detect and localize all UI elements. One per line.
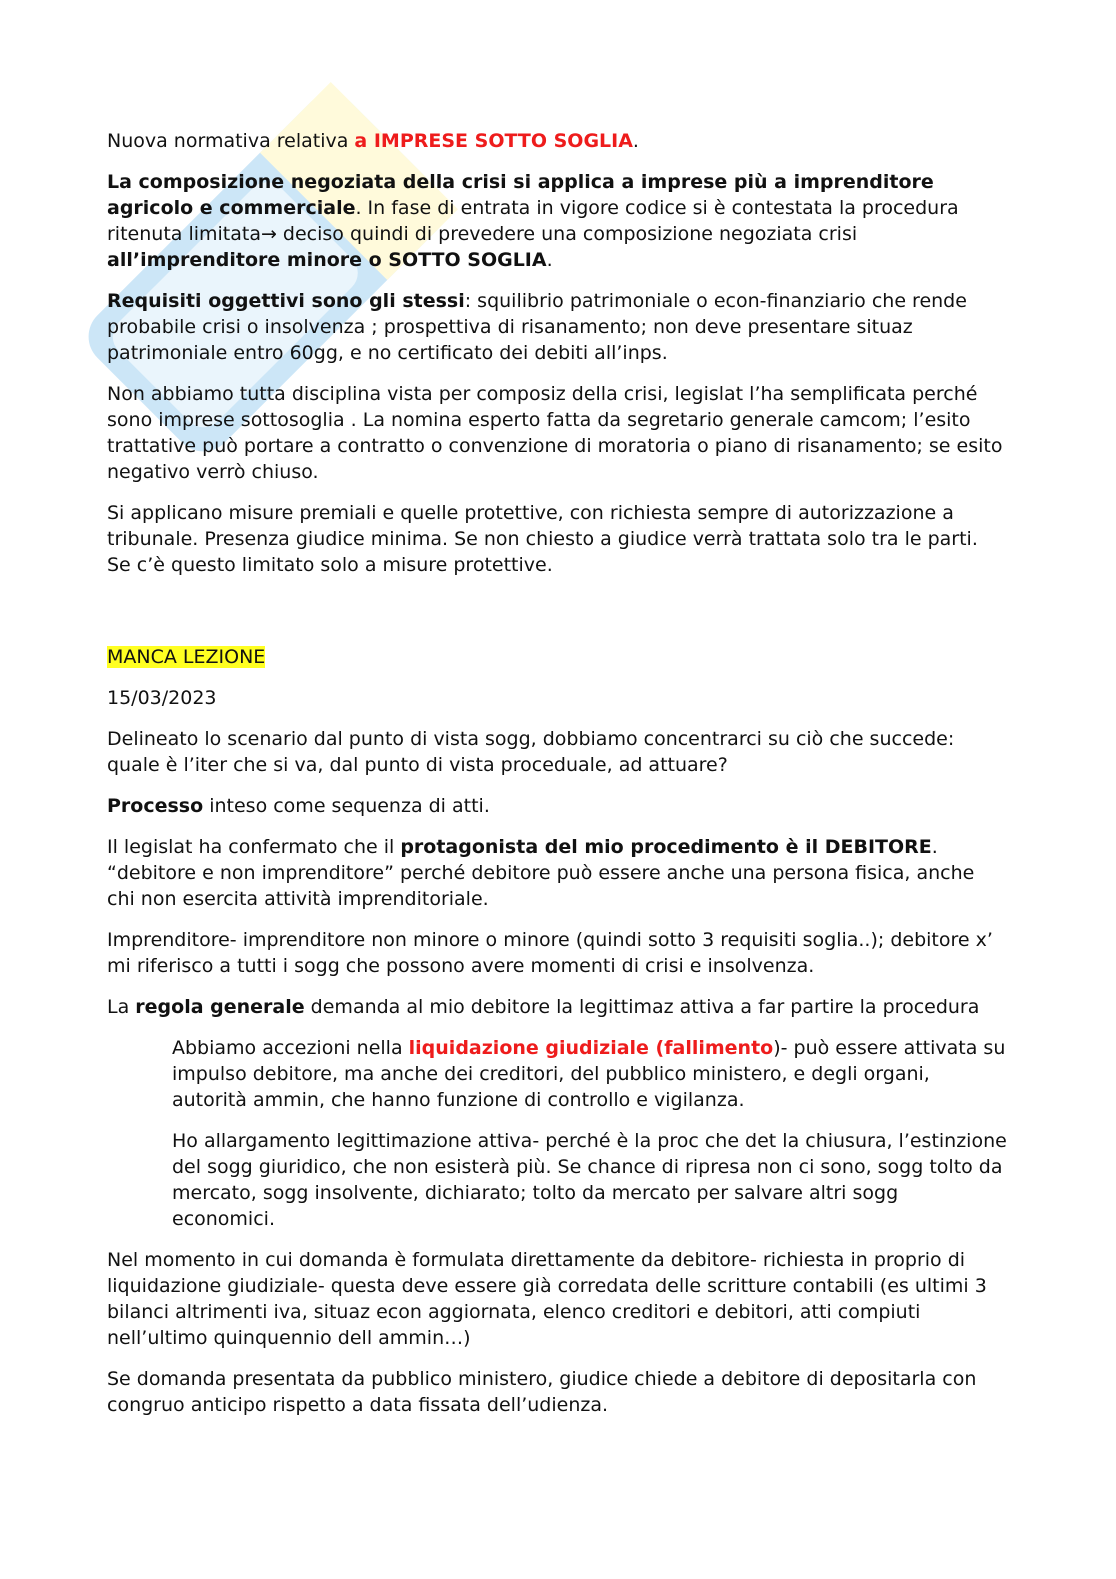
text-run: : squilibrio patrimoniale o econ-finanziario che rende probabile crisi o insolvenza ; prospettiva di risanamento; non deve presentare situaz patrimoniale entro 60gg, e no certificato dei debiti all’inps. [107,290,967,364]
text-run: Abbiamo accezioni nella [172,1037,409,1059]
text-run: . [546,249,553,271]
text-run: Nuova normativa relativa [107,130,355,152]
highlighted-text: MANCA LEZIONE [107,646,266,668]
paragraph [107,169,1007,273]
text-run: . In fase di entrata in vigore codice si è contestata la procedura ritenuta limitata→ deciso quindi di prevedere una composizione negoziata crisi [107,197,959,245]
text-run: demanda al mio debitore la legittimaz attiva a far partire la procedura [304,996,980,1018]
emphasis-text: a IMPRESE SOTTO SOGLIA [354,130,633,152]
text-run: Il legislat ha confermato che il [107,836,401,858]
emphasis-text: Processo [107,795,204,817]
paragraph [107,834,1007,912]
text-run: . “debitore e non imprenditore” perché debitore può essere anche una persona fisica, anche chi non esercita attività imprenditoriale. [107,836,975,910]
text-run: inteso come sequenza di atti. [203,795,490,817]
section-heading [107,644,1007,670]
paragraph [107,927,1007,979]
text-run: La [107,996,136,1018]
text-run: 15/03/2023 [107,687,217,709]
text-run: Si applicano misure premiali e quelle protettive, con richiesta sempre di autorizzazione a tribunale. Presenza giudice minima. Se non chiesto a giudice verrà trattata solo tra le parti. Se c’è questo limitato solo a misure protettive. [107,502,978,576]
indented-paragraph [172,1035,1007,1113]
paragraph [107,994,1007,1020]
paragraph [107,685,1007,711]
emphasis-text: protagonista del mio procedimento è il DEBITORE [400,836,932,858]
text-run: Imprenditore- imprenditore non minore o minore (quindi sotto 3 requisiti soglia..); debitore x’ mi riferisco a tutti i sogg che possono avere momenti di crisi e insolvenza. [107,929,993,977]
emphasis-text: liquidazione giudiziale (fallimento [408,1037,774,1059]
emphasis-text: La composizione negoziata della crisi si applica a imprese più a imprenditore agricolo e commerciale [107,171,934,219]
emphasis-text: Requisiti oggettivi sono gli stessi [107,290,465,312]
text-run: Nel momento in cui domanda è formulata direttamente da debitore- richiesta in proprio di liquidazione giudiziale- questa deve essere già corredata delle scritture contabili (es ultimi 3 bilanci altrimenti iva, situaz econ aggiornata, elenco creditori e debitori, atti compiuti nell’ultimo quinquennio dell ammin…) [107,1249,987,1349]
text-run: )- può essere attivata su impulso debitore, ma anche dei creditori, del pubblico ministero, e degli organi, autorità ammin, che hanno funzione di controllo e vigilanza. [172,1037,1006,1111]
paragraph [107,128,1007,154]
paragraph [107,793,1007,819]
document-body [107,128,1007,1433]
emphasis-text: all’imprenditore minore o SOTTO SOGLIA [107,249,547,271]
indented-paragraph [172,1128,1007,1232]
text-run: Delineato lo scenario dal punto di vista sogg, dobbiamo concentrarci su ciò che succede: quale è l’iter che si va, dal punto di vista proceduale, ad attuare? [107,728,955,776]
text-run: Ho allargamento legittimazione attiva- perché è la proc che det la chiusura, l’estinzione del sogg giuridico, che non esisterà più. Se chance di ripresa non ci sono, sogg tolto da mercato, sogg insolvente, dichiarato; tolto da mercato per salvare altri sogg economici. [172,1130,1007,1230]
paragraph [107,288,1007,366]
paragraph [107,1247,1007,1351]
text-run: Se domanda presentata da pubblico ministero, giudice chiede a debitore di depositarla con congruo anticipo rispetto a data fissata dell’udienza. [107,1368,977,1416]
paragraph [107,381,1007,485]
text-run: Non abbiamo tutta disciplina vista per composiz della crisi, legislat l’ha semplificata perché sono imprese sottosoglia . La nomina esperto fatta da segretario generale camcom; l’esito trattative può portare a contratto o convenzione di moratoria o piano di risanamento; se esito negativo verrò chiuso. [107,383,1003,483]
paragraph [107,1366,1007,1418]
text-run: . [632,130,639,152]
emphasis-text: regola generale [135,996,305,1018]
paragraph [107,726,1007,778]
paragraph [107,500,1007,578]
